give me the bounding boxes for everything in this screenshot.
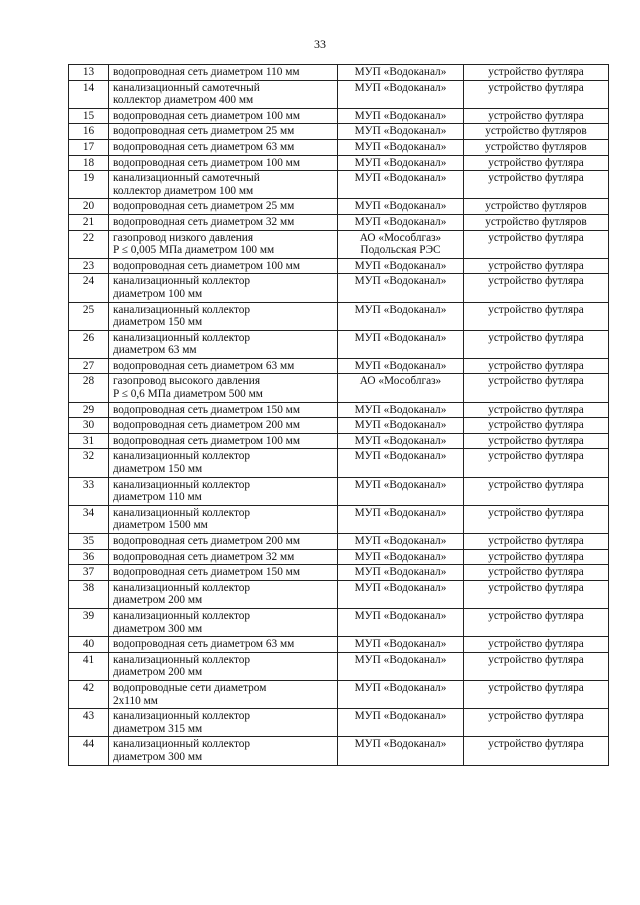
table-row <box>69 652 609 680</box>
utility-name-line: коллектор диаметром 100 мм <box>113 184 254 197</box>
work-description: устройство футляра <box>464 374 609 402</box>
utility-name <box>109 680 338 708</box>
owner-organization <box>338 214 464 230</box>
table-row <box>69 80 609 108</box>
work-description: устройство футляра <box>464 358 609 374</box>
owner-organization-line: МУП «Водоканал» <box>354 109 447 122</box>
row-number: 15 <box>69 108 109 124</box>
utility-name <box>109 214 338 230</box>
table-row <box>69 402 609 418</box>
utility-name-line: диаметром 200 мм <box>113 594 203 607</box>
work-description: устройство футляра <box>464 565 609 581</box>
row-number: 43 <box>69 709 109 737</box>
owner-organization-line: МУП «Водоканал» <box>354 275 447 288</box>
utility-name <box>109 199 338 215</box>
owner-organization <box>338 580 464 608</box>
owner-organization <box>338 358 464 374</box>
owner-organization <box>338 274 464 302</box>
row-number: 38 <box>69 580 109 608</box>
row-number: 27 <box>69 358 109 374</box>
utility-name-line: диаметром 300 мм <box>113 750 203 763</box>
work-description: устройство футляра <box>464 302 609 330</box>
owner-organization-line: МУП «Водоканал» <box>354 66 447 78</box>
work-description: устройство футляра <box>464 637 609 653</box>
utility-name-line: канализационный коллектор <box>113 478 251 491</box>
utility-name-line: газопровод высокого давления <box>113 375 261 388</box>
owner-organization <box>338 402 464 418</box>
utility-name <box>109 108 338 124</box>
owner-organization-line: МУП «Водоканал» <box>354 156 447 169</box>
row-number: 44 <box>69 737 109 765</box>
utility-name-line: канализационный коллектор <box>113 609 251 622</box>
table-row <box>69 258 609 274</box>
table-row <box>69 505 609 533</box>
utility-name <box>109 274 338 302</box>
owner-organization <box>338 709 464 737</box>
table-row <box>69 477 609 505</box>
owner-organization <box>338 534 464 550</box>
utility-name <box>109 477 338 505</box>
table-row <box>69 65 609 81</box>
work-description: устройство футляра <box>464 80 609 108</box>
owner-organization <box>338 637 464 653</box>
utility-name-line: диаметром 150 мм <box>113 316 203 329</box>
owner-organization-line: Подольская РЭС <box>360 244 441 257</box>
owner-organization <box>338 139 464 155</box>
work-description: устройство футляра <box>464 258 609 274</box>
utility-name-line: диаметром 200 мм <box>113 666 203 679</box>
owner-organization-line: МУП «Водоканал» <box>354 81 447 94</box>
utility-name-line: водопроводная сеть диаметром 150 мм <box>113 403 300 416</box>
owner-organization-line: МУП «Водоканал» <box>354 681 447 694</box>
owner-organization <box>338 449 464 477</box>
owner-organization <box>338 108 464 124</box>
row-number: 35 <box>69 534 109 550</box>
utility-name-line: газопровод низкого давления <box>113 231 254 244</box>
table-row <box>69 108 609 124</box>
owner-organization <box>338 258 464 274</box>
table-row <box>69 139 609 155</box>
work-description: устройство футляра <box>464 680 609 708</box>
row-number: 21 <box>69 214 109 230</box>
table-row <box>69 680 609 708</box>
page-number: 33 <box>314 37 326 51</box>
utility-name-line: диаметром 300 мм <box>113 622 203 635</box>
utility-name-line: канализационный самотечный <box>113 81 260 94</box>
row-number: 25 <box>69 302 109 330</box>
utility-name-line: водопроводная сеть диаметром 32 мм <box>113 215 295 228</box>
table-row <box>69 534 609 550</box>
row-number: 23 <box>69 258 109 274</box>
work-description: устройство футляра <box>464 433 609 449</box>
utility-name <box>109 80 338 108</box>
utility-name <box>109 608 338 636</box>
owner-organization <box>338 477 464 505</box>
work-description: устройство футляра <box>464 274 609 302</box>
table-row <box>69 214 609 230</box>
owner-organization-line: АО «Мособлгаз» <box>359 375 442 388</box>
owner-organization-line: МУП «Водоканал» <box>354 506 447 519</box>
owner-organization <box>338 652 464 680</box>
table-row <box>69 737 609 765</box>
work-description: устройство футляров <box>464 139 609 155</box>
utility-name <box>109 418 338 434</box>
owner-organization-line: МУП «Водоканал» <box>354 550 447 563</box>
utility-name-line: диаметром 100 мм <box>113 287 203 300</box>
utility-name <box>109 330 338 358</box>
owner-organization <box>338 418 464 434</box>
owner-organization <box>338 433 464 449</box>
owner-organization <box>338 65 464 81</box>
row-number: 24 <box>69 274 109 302</box>
utility-name-line: диаметром 1500 мм <box>113 519 208 532</box>
utility-name <box>109 139 338 155</box>
work-description: устройство футляра <box>464 418 609 434</box>
utility-name <box>109 358 338 374</box>
row-number: 31 <box>69 433 109 449</box>
work-description: устройство футляра <box>464 155 609 171</box>
owner-organization-line: МУП «Водоканал» <box>354 259 447 272</box>
table-row <box>69 433 609 449</box>
utility-name <box>109 402 338 418</box>
utilities-table <box>68 64 609 766</box>
owner-organization <box>338 302 464 330</box>
row-number: 29 <box>69 402 109 418</box>
row-number: 40 <box>69 637 109 653</box>
work-description: устройство футляра <box>464 171 609 199</box>
table-row <box>69 302 609 330</box>
row-number: 19 <box>69 171 109 199</box>
table-row <box>69 709 609 737</box>
utility-name-line: водопроводная сеть диаметром 100 мм <box>113 109 300 122</box>
utility-name-line: канализационный самотечный <box>113 172 260 185</box>
work-description: устройство футляра <box>464 330 609 358</box>
utility-name-line: коллектор диаметром 400 мм <box>113 94 254 107</box>
utility-name-line: водопроводная сеть диаметром 100 мм <box>113 434 300 447</box>
table-row <box>69 171 609 199</box>
utility-name <box>109 171 338 199</box>
row-number: 41 <box>69 652 109 680</box>
utility-name-line: диаметром 150 мм <box>113 463 203 476</box>
table-row <box>69 565 609 581</box>
utility-name-line: водопроводные сети диаметром <box>113 681 267 694</box>
utility-name-line: канализационный коллектор <box>113 581 251 594</box>
owner-organization-line: МУП «Водоканал» <box>354 215 447 228</box>
work-description: устройство футляра <box>464 549 609 565</box>
utility-name-line: канализационный коллектор <box>113 738 251 751</box>
owner-organization-line: МУП «Водоканал» <box>354 359 447 372</box>
table-row <box>69 637 609 653</box>
owner-organization-line: МУП «Водоканал» <box>354 450 447 463</box>
work-description: устройство футляра <box>464 652 609 680</box>
owner-organization-line: МУП «Водоканал» <box>354 581 447 594</box>
row-number: 42 <box>69 680 109 708</box>
utility-name <box>109 565 338 581</box>
row-number: 17 <box>69 139 109 155</box>
owner-organization-line: АО «Мособлгаз» <box>359 231 442 244</box>
work-description: устройство футляра <box>464 65 609 81</box>
utility-name <box>109 709 338 737</box>
owner-organization-line: МУП «Водоканал» <box>354 200 447 213</box>
utility-name <box>109 505 338 533</box>
row-number: 26 <box>69 330 109 358</box>
utility-name <box>109 124 338 140</box>
work-description: устройство футляра <box>464 534 609 550</box>
utility-name-line: водопроводная сеть диаметром 100 мм <box>113 156 300 169</box>
row-number: 34 <box>69 505 109 533</box>
owner-organization <box>338 124 464 140</box>
work-description: устройство футляра <box>464 505 609 533</box>
table-row <box>69 274 609 302</box>
utility-name-line: канализационный коллектор <box>113 710 251 723</box>
utility-name-line: канализационный коллектор <box>113 275 251 288</box>
utility-name-line: водопроводная сеть диаметром 150 мм <box>113 566 300 579</box>
row-number: 20 <box>69 199 109 215</box>
owner-organization <box>338 330 464 358</box>
work-description: устройство футляра <box>464 230 609 258</box>
owner-organization-line: МУП «Водоканал» <box>354 403 447 416</box>
utility-name <box>109 737 338 765</box>
utility-name-line: водопроводная сеть диаметром 100 мм <box>113 259 300 272</box>
utility-name-line: водопроводная сеть диаметром 63 мм <box>113 359 295 372</box>
work-description: устройство футляра <box>464 580 609 608</box>
work-description: устройство футляра <box>464 737 609 765</box>
utility-name-line: водопроводная сеть диаметром 200 мм <box>113 535 300 547</box>
row-number: 18 <box>69 155 109 171</box>
row-number: 14 <box>69 80 109 108</box>
owner-organization-line: МУП «Водоканал» <box>354 434 447 447</box>
owner-organization <box>338 505 464 533</box>
utility-name <box>109 549 338 565</box>
utility-name <box>109 433 338 449</box>
utility-name <box>109 652 338 680</box>
owner-organization <box>338 155 464 171</box>
owner-organization <box>338 199 464 215</box>
work-description: устройство футляра <box>464 108 609 124</box>
utility-name <box>109 302 338 330</box>
owner-organization-line: МУП «Водоканал» <box>354 331 447 344</box>
work-description: устройство футляра <box>464 449 609 477</box>
work-description: устройство футляра <box>464 477 609 505</box>
table-row <box>69 155 609 171</box>
owner-organization-line: МУП «Водоканал» <box>354 125 447 138</box>
owner-organization <box>338 737 464 765</box>
utility-name <box>109 65 338 81</box>
work-description: устройство футляра <box>464 402 609 418</box>
utility-name-line: канализационный коллектор <box>113 450 251 463</box>
row-number: 13 <box>69 65 109 81</box>
row-number: 16 <box>69 124 109 140</box>
utility-name-line: водопроводная сеть диаметром 63 мм <box>113 638 295 651</box>
owner-organization <box>338 374 464 402</box>
owner-organization <box>338 80 464 108</box>
utility-name-line: водопроводная сеть диаметром 25 мм <box>113 125 295 138</box>
utility-name <box>109 580 338 608</box>
utility-name-line: диаметром 63 мм <box>113 344 197 357</box>
owner-organization-line: МУП «Водоканал» <box>354 653 447 666</box>
owner-organization <box>338 549 464 565</box>
owner-organization <box>338 230 464 258</box>
owner-organization <box>338 565 464 581</box>
work-description: устройство футляра <box>464 709 609 737</box>
owner-organization-line: МУП «Водоканал» <box>354 638 447 651</box>
table-row <box>69 580 609 608</box>
work-description: устройство футляра <box>464 608 609 636</box>
owner-organization <box>338 608 464 636</box>
utility-name-line: P ≤ 0,005 МПа диаметром 100 мм <box>113 244 275 257</box>
owner-organization <box>338 680 464 708</box>
utility-name-line: канализационный коллектор <box>113 506 251 519</box>
row-number: 28 <box>69 374 109 402</box>
owner-organization-line: МУП «Водоканал» <box>354 478 447 491</box>
utility-name-line: водопроводная сеть диаметром 32 мм <box>113 550 295 563</box>
table-row <box>69 230 609 258</box>
table-row <box>69 330 609 358</box>
work-description: устройство футляров <box>464 199 609 215</box>
utility-name <box>109 155 338 171</box>
utility-name-line: водопроводная сеть диаметром 200 мм <box>113 419 300 432</box>
owner-organization <box>338 171 464 199</box>
table-row <box>69 124 609 140</box>
row-number: 39 <box>69 608 109 636</box>
table-row <box>69 374 609 402</box>
table-body <box>69 65 609 766</box>
utility-name-line: канализационный коллектор <box>113 303 251 316</box>
owner-organization-line: МУП «Водоканал» <box>354 172 447 185</box>
utility-name <box>109 374 338 402</box>
row-number: 36 <box>69 549 109 565</box>
table-row <box>69 418 609 434</box>
owner-organization-line: МУП «Водоканал» <box>354 566 447 579</box>
owner-organization-line: МУП «Водоканал» <box>354 738 447 751</box>
work-description: устройство футляров <box>464 124 609 140</box>
row-number: 37 <box>69 565 109 581</box>
utility-name-line: диаметром 110 мм <box>113 491 202 504</box>
utility-name-line: водопроводная сеть диаметром 110 мм <box>113 66 300 78</box>
owner-organization-line: МУП «Водоканал» <box>354 609 447 622</box>
owner-organization-line: МУП «Водоканал» <box>354 710 447 723</box>
table-row <box>69 549 609 565</box>
utility-name-line: канализационный коллектор <box>113 653 251 666</box>
owner-organization-line: МУП «Водоканал» <box>354 535 447 547</box>
owner-organization-line: МУП «Водоканал» <box>354 419 447 432</box>
table-row <box>69 199 609 215</box>
owner-organization-line: МУП «Водоканал» <box>354 140 447 153</box>
row-number: 32 <box>69 449 109 477</box>
utility-name-line: P ≤ 0,6 МПа диаметром 500 мм <box>113 388 263 401</box>
utility-name <box>109 449 338 477</box>
owner-organization-line: МУП «Водоканал» <box>354 303 447 316</box>
utility-name-line: канализационный коллектор <box>113 331 251 344</box>
row-number: 22 <box>69 230 109 258</box>
utility-name-line: водопроводная сеть диаметром 63 мм <box>113 140 295 153</box>
utility-name <box>109 258 338 274</box>
utility-name-line: водопроводная сеть диаметром 25 мм <box>113 200 295 213</box>
row-number: 33 <box>69 477 109 505</box>
table-row <box>69 358 609 374</box>
utility-name <box>109 534 338 550</box>
utility-name <box>109 637 338 653</box>
row-number: 30 <box>69 418 109 434</box>
table-row <box>69 608 609 636</box>
utility-name-line: 2х110 мм <box>113 694 158 707</box>
table-row <box>69 449 609 477</box>
work-description: устройство футляров <box>464 214 609 230</box>
utility-name-line: диаметром 315 мм <box>113 722 203 735</box>
utility-name <box>109 230 338 258</box>
